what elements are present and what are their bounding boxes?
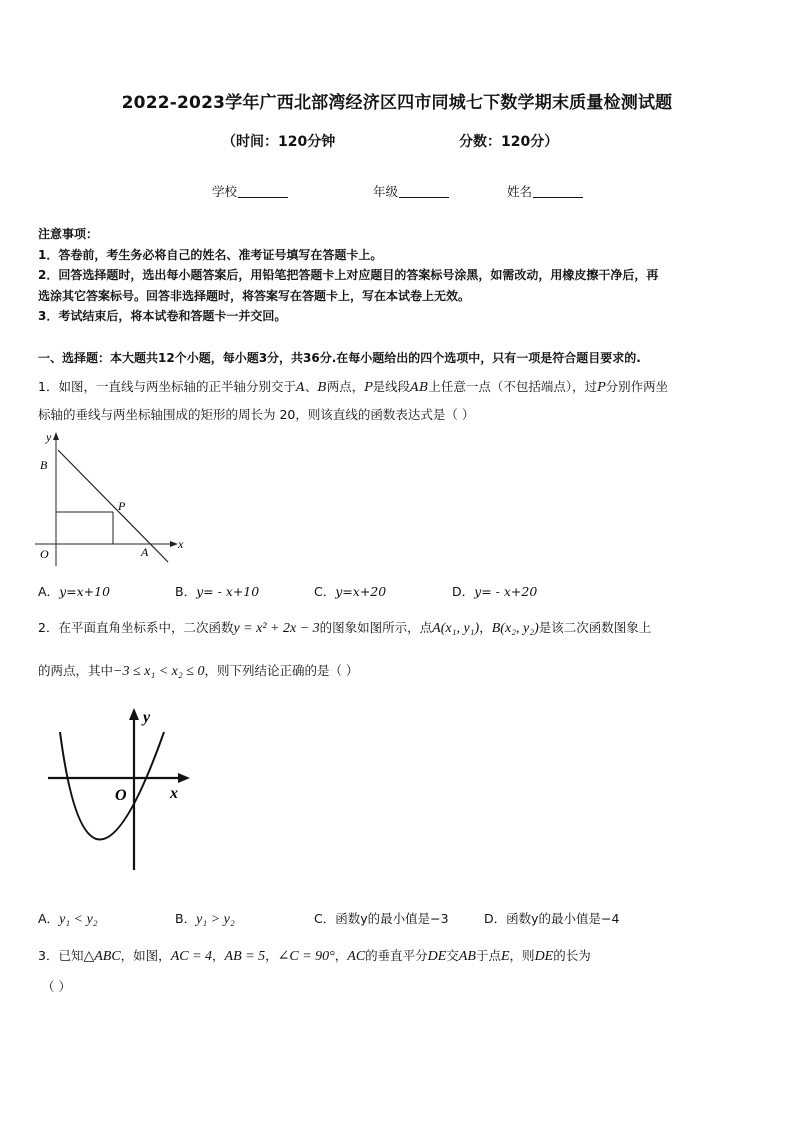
q3-text-b: ，如图， <box>120 948 171 963</box>
q3-sep-1: ， <box>212 948 225 963</box>
q3-text-a: 3．已知 <box>38 948 84 963</box>
q3-point-e: E <box>500 949 510 964</box>
note-3: 3．考试结束后，将本试卷和答题卡一并交回。 <box>38 309 287 323</box>
q1-line-ab <box>58 450 168 562</box>
school-label: 学校 <box>212 184 238 199</box>
q2-x-arrow-icon <box>178 773 190 783</box>
q3-text-c: 的垂直平分 <box>365 948 428 963</box>
school-blank <box>238 184 288 198</box>
q2-text-c: 是该二次函数图象上 <box>538 620 652 635</box>
q2-option-b-label: B． <box>175 911 197 926</box>
q1-option-d <box>452 582 537 600</box>
q2-option-d: D．函数y的最小值是−4 <box>484 911 620 926</box>
note-1: 1．答卷前，考生务必将自己的姓名、准考证号填写在答题卡上。 <box>38 248 383 262</box>
q1-option-a-text: y=x+10 <box>59 584 111 599</box>
q1-text-e: 分别作两坐 <box>605 379 669 394</box>
q1-option-b-label: B． <box>175 584 197 599</box>
q2-fig-o-label: O <box>115 787 127 804</box>
time-label: （时间：120分钟 <box>222 134 336 150</box>
q1-point-p: P <box>364 379 373 394</box>
q2-text-e: ，则下列结论正确的是（ ） <box>204 663 359 678</box>
q3-text-e: 于点 <box>475 948 501 963</box>
q2-condition: −3 ≤ x₁ < x₂ ≤ 0 <box>113 664 205 679</box>
notes-heading: 注意事项： <box>38 227 99 241</box>
q1-option-b-text: y= - x+10 <box>196 584 260 599</box>
q2-option-a-label: A． <box>38 911 60 926</box>
q3-ac-2: AC <box>347 949 366 964</box>
q2-option-c: C．函数y的最小值是−3 <box>314 911 449 926</box>
q1-option-a <box>38 582 110 600</box>
q1-fig-b-label: B <box>40 458 48 472</box>
q2-text-a: 2．在平面直角坐标系中，二次函数 <box>38 620 234 635</box>
grade-blank <box>399 184 449 198</box>
q3-line-2: （ ） <box>42 979 71 994</box>
q1-fig-p-label: P <box>118 499 126 513</box>
q1-fig-x-label: x <box>178 537 184 551</box>
page-title: 2022-2023学年广西北部湾经济区四市同城七下数学期末质量检测试题 <box>121 93 673 113</box>
q3-text-d: 交 <box>446 948 459 963</box>
q3-de: DE <box>427 949 447 964</box>
q3-sep-2: ， <box>265 948 278 963</box>
q3-triangle: △ABC <box>83 949 121 964</box>
q1-text-a: 1．如图，一直线与两坐标轴的正半轴分别交于 <box>38 379 296 394</box>
q1-point-a: A <box>295 379 305 394</box>
q1-line-1 <box>38 377 668 395</box>
score-label: 分数：120分） <box>459 134 559 150</box>
q1-fig-y-label: y <box>46 430 52 444</box>
q1-sep: 、 <box>305 379 318 394</box>
q3-ab-2: AB <box>458 949 476 964</box>
q2-line-2 <box>38 661 358 680</box>
note-2a: 2．回答选择题时，选出每小题答案后，用铅笔把答题卡上对应题目的答案标号涂黑，如需改动，用橡皮擦干净后，再 <box>38 268 659 282</box>
q3-sep-3: ， <box>334 948 348 963</box>
q1-option-a-label: A． <box>38 584 60 599</box>
q1-option-c-label: C． <box>314 584 336 599</box>
q2-parabola <box>60 732 164 840</box>
q3-text-g: 的长为 <box>553 948 591 963</box>
name-field <box>507 182 583 200</box>
q1-point-b: B <box>317 379 327 394</box>
q1-figure <box>30 428 190 573</box>
name-blank <box>533 184 583 198</box>
q3-ab: AB = 5 <box>224 949 266 964</box>
q1-y-arrow-icon <box>53 432 59 440</box>
q2-text-b: 的图象如图所示，点 <box>319 620 433 635</box>
q3-de-2: DE <box>534 949 554 964</box>
q2-option-b-text: y₁ > y₂ <box>196 912 235 927</box>
q3-ac: AC = 4 <box>170 949 213 964</box>
q1-text-b: 两点， <box>326 379 365 394</box>
q1-segment-ab: AB <box>410 379 429 394</box>
grade-field <box>373 182 449 200</box>
q1-option-b <box>175 582 259 600</box>
q1-point-p-2: P <box>597 379 606 394</box>
note-2b: 选涂其它答案标号。回答非选择题时，将答案写在答题卡上，写在本试卷上无效。 <box>38 289 471 303</box>
q1-option-d-label: D． <box>452 584 475 599</box>
q1-text-d: 上任意一点（不包括端点），过 <box>428 379 598 394</box>
q2-function: y = x² + 2x − 3 <box>233 621 320 636</box>
q2-point-b: B(x₂, y₂) <box>491 621 539 636</box>
q2-fig-x-label: x <box>170 785 178 802</box>
grade-label: 年级 <box>373 184 399 199</box>
q3-angle: ∠C = 90° <box>277 949 335 964</box>
q2-option-b <box>175 909 235 928</box>
name-label: 姓名 <box>507 184 533 199</box>
school-field <box>212 182 288 200</box>
q2-point-a: A(x₁, y₁) <box>432 621 480 636</box>
q3-text-f: ，则 <box>509 948 535 963</box>
q1-text-c: 是线段 <box>372 379 411 394</box>
q2-figure <box>40 702 200 877</box>
q2-option-a-text: y₁ < y₂ <box>59 912 98 927</box>
q2-text-d: 的两点，其中 <box>38 663 114 678</box>
q2-comma: ， <box>479 620 492 635</box>
q3-line-1 <box>38 946 591 965</box>
q1-option-c <box>314 582 386 600</box>
q1-x-arrow-icon <box>170 541 178 547</box>
section-1-heading: 一、选择题：本大题共12个小题，每小题3分，共36分.在每小题给出的四个选项中，只有一项是符合题目要求的. <box>38 351 641 365</box>
q1-fig-a-label: A <box>141 545 149 559</box>
q2-fig-y-label: y <box>143 709 151 726</box>
q2-line-1 <box>38 618 651 637</box>
q2-option-a <box>38 909 98 928</box>
q1-option-d-text: y= - x+20 <box>474 584 538 599</box>
q1-fig-o-label: O <box>40 547 49 561</box>
q1-line-2: 标轴的垂线与两坐标轴围成的矩形的周长为 20，则该直线的函数表达式是（ ） <box>38 407 475 422</box>
q2-y-arrow-icon <box>129 708 139 720</box>
q1-option-c-text: y=x+20 <box>335 584 387 599</box>
